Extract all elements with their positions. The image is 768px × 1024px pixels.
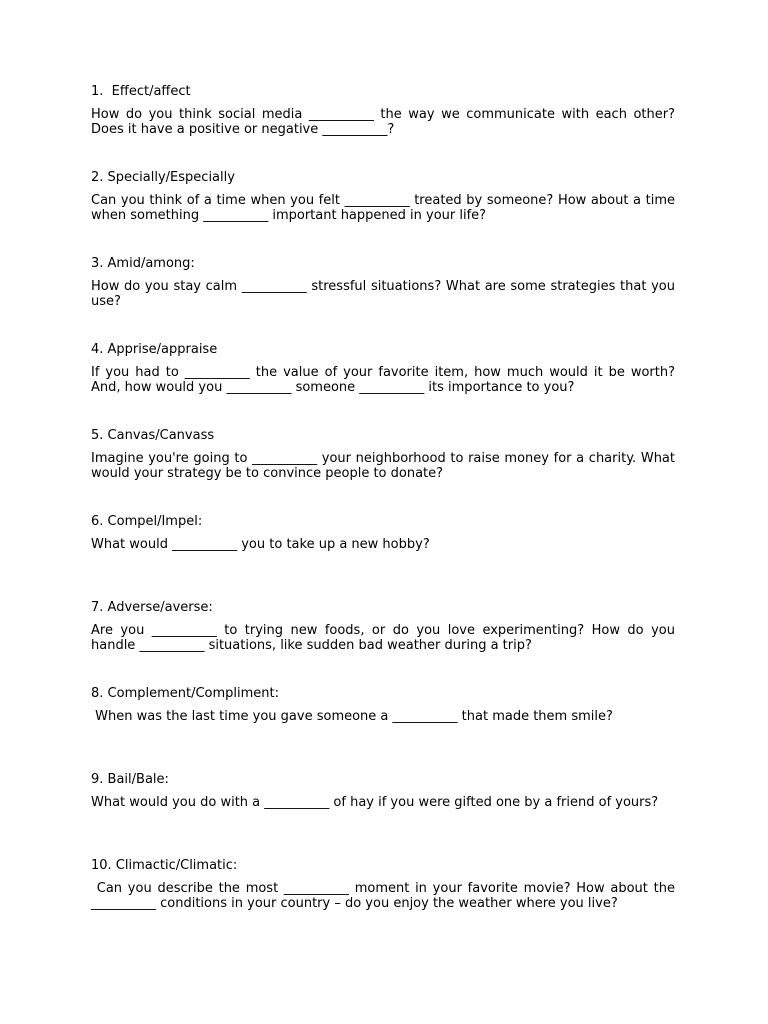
question-heading: 10. Climactic/Climatic: [91, 858, 238, 873]
question-heading: 8. Complement/Compliment: [91, 686, 280, 701]
question-item-10 [91, 858, 680, 944]
question-item-4 [91, 342, 680, 428]
question-item-7 [91, 600, 680, 686]
question-item-1 [91, 84, 680, 170]
question-heading: 5. Canvas/Canvass [91, 428, 215, 443]
question-heading: 2. Specially/Especially [91, 170, 235, 185]
question-text: Imagine you're going to __________ your neighborhood to raise money for a charity. What would your strategy be to convince people to donate? [91, 451, 680, 481]
question-heading: 4. Apprise/appraise [91, 342, 218, 357]
question-item-5 [91, 428, 680, 514]
question-text: What would you do with a __________ of hay if you were gifted one by a friend of yours? [91, 795, 659, 810]
question-item-2 [91, 170, 680, 256]
question-text: Can you think of a time when you felt __________ treated by someone? How about a time when something __________ important happened in your life? [91, 193, 680, 223]
question-heading: 7. Adverse/averse: [91, 600, 213, 615]
question-heading: 9. Bail/Bale: [91, 772, 169, 787]
question-item-6 [91, 514, 675, 600]
question-text: Are you __________ to trying new foods, or do you love experimenting? How do you handle __________ situations, like sudden bad weather during a trip? [91, 623, 680, 653]
question-text: When was the last time you gave someone a __________ that made them smile? [91, 709, 613, 724]
question-text: How do you stay calm __________ stressful situations? What are some strategies that you use? [91, 279, 680, 309]
question-text: How do you think social media __________ the way we communicate with each other? Does it have a positive or negative __________? [91, 107, 680, 137]
question-item-8 [91, 686, 675, 772]
question-text: If you had to __________ the value of your favorite item, how much would it be worth? And, how would you __________ someone __________ its importance to you? [91, 365, 680, 395]
question-heading: 6. Compel/Impel: [91, 514, 203, 529]
question-item-3 [91, 256, 680, 342]
question-heading: 1. Effect/affect [91, 84, 191, 99]
question-item-9 [91, 772, 675, 858]
question-text: What would __________ you to take up a new hobby? [91, 537, 430, 552]
question-heading: 3. Amid/among: [91, 256, 195, 271]
worksheet-page [91, 84, 680, 944]
question-text: Can you describe the most __________ moment in your favorite movie? How about the __________ conditions in your country – do you enjoy the weather where you live? [91, 881, 680, 911]
